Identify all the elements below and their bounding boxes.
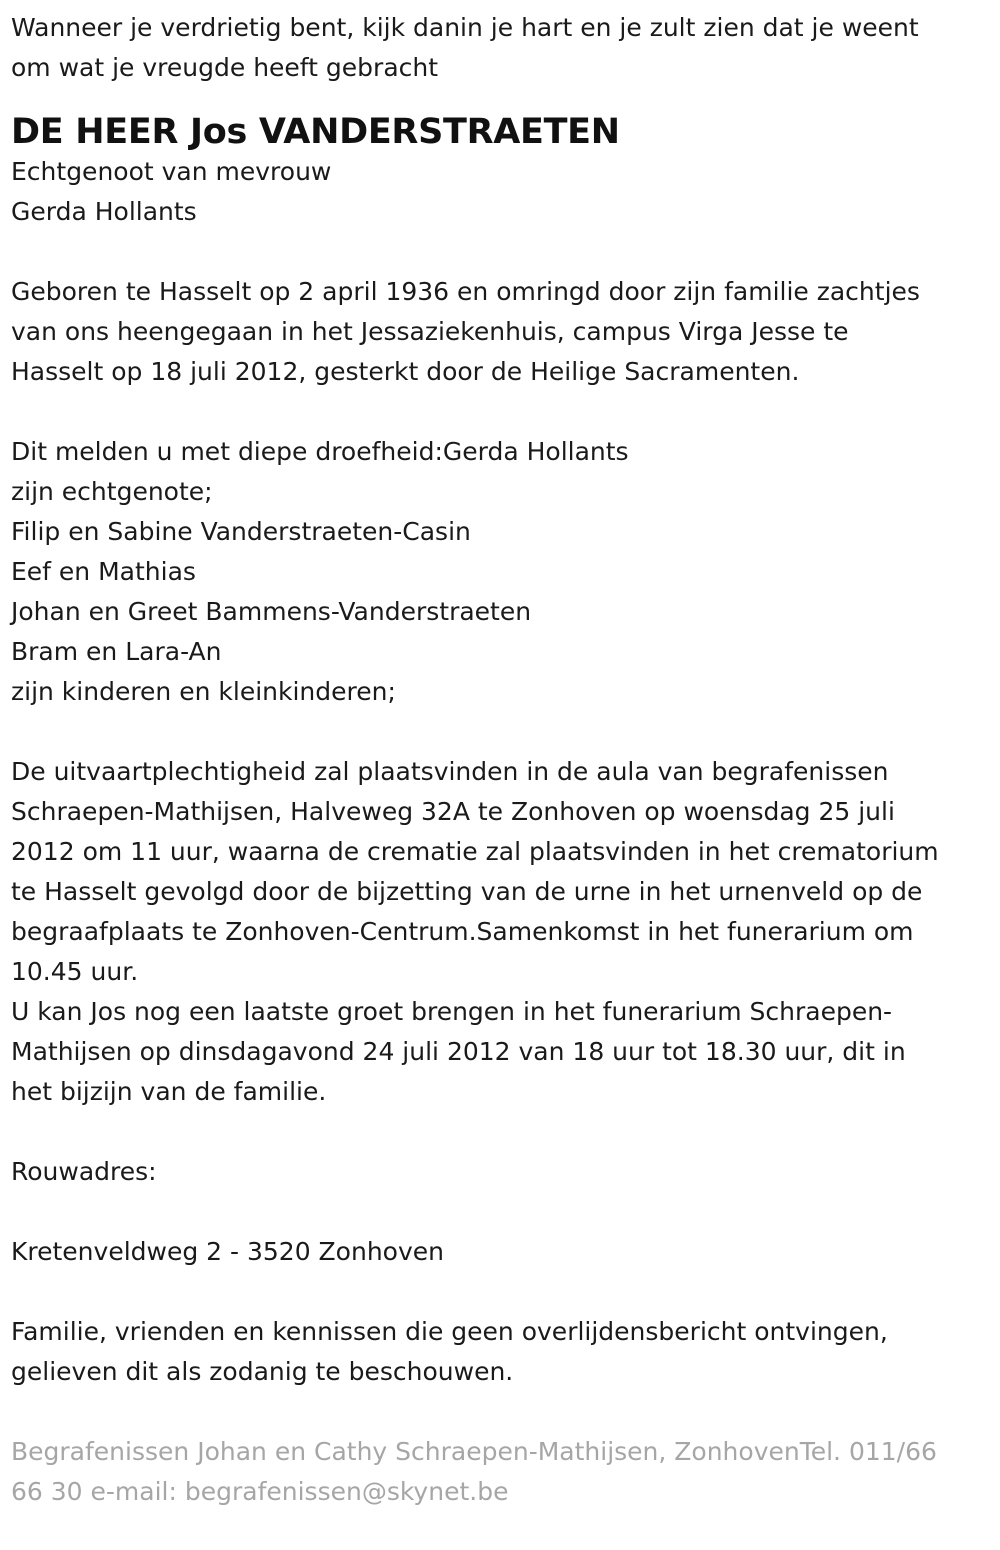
notice-line: Familie, vrienden en kennissen die geen overlijdensbericht ontvingen, (11, 1317, 888, 1346)
ceremony-line: Schraepen-Mathijsen, Halveweg 32A te Zonhoven op woensdag 25 juli (11, 797, 895, 826)
family-line: Johan en Greet Bammens-Vanderstraeten (11, 597, 532, 626)
family-line: Bram en Lara-An (11, 637, 222, 666)
birth-line: Geboren te Hasselt op 2 april 1936 en omringd door zijn familie zachtjes (11, 277, 920, 306)
paragraph-spacer (11, 712, 986, 752)
ceremony-line: te Hasselt gevolgd door de bijzetting van de urne in het urnenveld op de (11, 877, 923, 906)
paragraph-spacer (11, 1272, 986, 1312)
ceremony-line: begraafplaats te Zonhoven-Centrum.Samenkomst in het funerarium om (11, 917, 914, 946)
birth-paragraph (11, 272, 986, 432)
ceremony-line: De uitvaartplechtigheid zal plaatsvinden in de aula van begrafenissen (11, 757, 889, 786)
birth-line: Hasselt op 18 juli 2012, gesterkt door de Heilige Sacramenten. (11, 357, 800, 386)
family-line: zijn echtgenote; (11, 477, 213, 506)
birth-line: van ons heengegaan in het Jessaziekenhuis, campus Virga Jesse te (11, 317, 849, 346)
spouse-block (11, 152, 986, 272)
spouse-name: Gerda Hollants (11, 197, 197, 226)
paragraph-spacer (11, 1112, 986, 1152)
family-line: Filip en Sabine Vanderstraeten-Casin (11, 517, 471, 546)
family-line: Eef en Mathias (11, 557, 196, 586)
spouse-line: Echtgenoot van mevrouw (11, 157, 332, 186)
paragraph-spacer (11, 232, 986, 272)
ceremony-line: U kan Jos nog een laatste groet brengen in het funerarium Schraepen- (11, 997, 893, 1026)
family-paragraph (11, 432, 986, 752)
address-value: Kretenveldweg 2 - 3520 Zonhoven (11, 1237, 444, 1266)
footer-line: Begrafenissen Johan en Cathy Schraepen-Mathijsen, ZonhovenTel. 011/66 (11, 1437, 937, 1466)
paragraph-spacer (11, 1392, 986, 1432)
quote-line: Wanneer je verdrietig bent, kijk danin je hart en je zult zien dat je weent (11, 13, 919, 42)
ceremony-line: het bijzijn van de familie. (11, 1077, 327, 1106)
family-line: zijn kinderen en kleinkinderen; (11, 677, 396, 706)
ceremony-line: 2012 om 11 uur, waarna de crematie zal plaatsvinden in het crematorium (11, 837, 939, 866)
ceremony-paragraph (11, 752, 986, 1152)
funeral-home-footer (11, 1432, 986, 1512)
paragraph-spacer (11, 1192, 986, 1232)
ceremony-line: 10.45 uur. (11, 957, 139, 986)
address-label: Rouwadres: (11, 1157, 157, 1186)
paragraph-spacer (11, 392, 986, 432)
notice-paragraph (11, 1312, 986, 1432)
family-line: Dit melden u met diepe droefheid:Gerda Hollants (11, 437, 629, 466)
footer-line: 66 30 e-mail: begrafenissen@skynet.be (11, 1477, 509, 1506)
deceased-name: DE HEER Jos VANDERSTRAETEN (11, 112, 620, 152)
opening-quote (11, 8, 986, 88)
ceremony-line: Mathijsen op dinsdagavond 24 juli 2012 van 18 uur tot 18.30 uur, dit in (11, 1037, 906, 1066)
quote-line: om wat je vreugde heeft gebracht (11, 53, 439, 82)
notice-line: gelieven dit als zodanig te beschouwen. (11, 1357, 514, 1386)
address-block (11, 1152, 986, 1312)
